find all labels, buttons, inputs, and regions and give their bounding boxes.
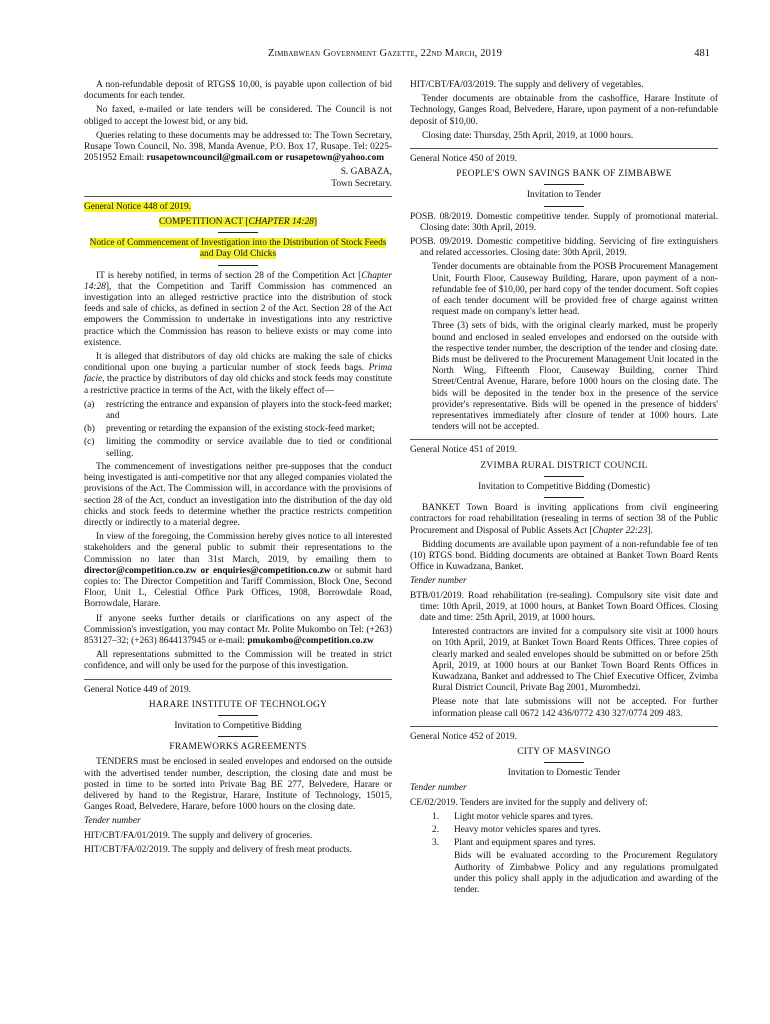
page-header (0, 48, 770, 64)
invitation-heading: Invitation to Competitive Bidding (174, 720, 302, 731)
short-rule (218, 265, 258, 266)
list-item: 2. Heavy motor vehicles spares and tyres. (432, 824, 601, 835)
paragraph: Bids will be evaluated according to the Procurement Regulatory Authority of Zimbabwe Policy and any regulations promulgated under this policy shall apply in the adjudication and awarding of the tender. (454, 851, 718, 895)
invitation-heading: Invitation to Competitive Bidding (Domestic) (478, 481, 650, 492)
general-notice-number: General Notice 449 of 2019. (84, 684, 191, 695)
invitation-heading: Invitation to Domestic Tender (507, 768, 621, 779)
signatory-title: Town Secretary. (331, 178, 392, 189)
list-item: 1. Light motor vehicle spares and tyres. (432, 811, 594, 822)
paragraph: Interested contractors are invited for a compulsory site visit at 1000 hours on 10th April, 2019, at Banket Town Board Rents Offices. Three copies of clearly marked and sealed envelopes should be submitted on or before 25th April, 2019, at 1000 hours at our Banket Town Board Rents Offices in Kuwadzana, Banket and addressed to The Chief Executive Officer, Zvimba Rural District Council, Private Bag 2001, Murombedzi. (432, 627, 718, 694)
tender-number-label: Tender number (410, 783, 467, 794)
short-rule (544, 762, 584, 763)
divider (84, 196, 392, 197)
list-item: (a) restricting the entrance and expansion of players into the stock-feed market; and (84, 399, 392, 422)
paragraph: All representations submitted to the Commission will be treated in strict confidence, and will only be used for the purpose of this investigation. (84, 650, 392, 672)
tender-entry: CE/02/2019. Tenders are invited for the supply and delivery of: (410, 797, 648, 808)
tender-entry: BTB/01/2019. Road rehabilitation (re-sealing). Compulsory site visit date and time: 10th April, 2019, at 1000 hours, at Banket Town Board Offices. Closing date and time: 25th April, 2019, at 1000 hours. (410, 590, 718, 623)
closing-date: Closing date: Thursday, 25th April, 2019, at 1000 hours. (422, 130, 634, 141)
gazette-title: Zimbabwean Government Gazette, 22nd March, 2019 (267, 48, 503, 59)
notice-title: Notice of Commencement of Investigation into the Distribution of Stock Feeds and Day Old Chicks (89, 238, 387, 260)
paragraph: TENDERS must be enclosed in sealed envelopes and endorsed on the outside with the advertised tender number, description, the closing date and must be posted in time to be sorted into Private Bag BE 277, Belvedere, Harare or delivered by hand to the Registrar, Harare, Institute of Technology, 15015, Ganges Road, Belvedere, Harare, before 1000 hours on the closing date. (84, 757, 392, 813)
general-notice-number: General Notice 450 of 2019. (410, 154, 517, 165)
page-number: 481 (694, 48, 710, 59)
paragraph: BANKET Town Board is inviting applications from civil engineering contractors for road rehabilitation (resealing in terms of section 38 of the Public Procurement and Disposal of Public Assets Act [Chapter 22:23]. (410, 503, 718, 536)
divider (84, 679, 392, 680)
tender-entry: HIT/CBT/FA/01/2019. The supply and delivery of groceries. (84, 830, 313, 841)
tender-number-label: Tender number (84, 816, 141, 827)
divider (410, 148, 718, 149)
paragraph: Tender documents are obtainable from the cashoffice, Harare Institute of Technology, Ganges Road, Belvedere, Harare, upon payment of a non-refundable deposit of $10,00. (410, 94, 718, 127)
list-item: 3. Plant and equipment spares and tyres. (432, 838, 596, 849)
short-rule (218, 736, 258, 737)
paragraph: The commencement of investigations neither pre-supposes that the conduct being investigated is anti-competitive nor that any alleged companies violated the provisions of the Act. The Commission will, in accordance with the provisions of section 28 of the Act, conduct an investigation into the distribution of the day old chicks and stock feeds to determine whether the practice restricts competition directly or indirectly to a material degree. (84, 461, 392, 528)
tender-entry: HIT/CBT/FA/03/2019. The supply and delivery of vegetables. (410, 80, 644, 90)
list-item: (c) limiting the commodity or service available due to tied or conditional selling. (84, 437, 392, 459)
paragraph: IT is hereby notified, in terms of section 28 of the Competition Act [Chapter 14:28], that the Competition and Tariff Commission has commenced an investigation into an alleged restrictive practice into the distribution of stock feeds and sale of chicks, as defined in section 2 of the Act. Section 28 of the Act empowers the Commission to undertake in investigations into any restrictive practice which the Commission has reason to believe exists or may come into existence. (84, 270, 392, 348)
paragraph: Please note that late submissions will not be accepted. For further information please call 0672 142 436/0772 430 327/0774 209 483. (432, 697, 718, 719)
paragraph: Three (3) sets of bids, with the original clearly marked, must be properly bound and enclosed in sealed envelopes and endorsed on the outside with the respective tender number, the description of the tender and closing date. Bids must be delivered to the Procurement Management Unit located in the North Wing, Fifteenth Floor, Causeway Building, corner Third Street/Central Avenue, Harare, before 1000 hours on the closing date. The bids will be deposited in the tender box in the presence of the service provider's representative. Bids will be opened in the presence of bidders' representatives immediately after closure of tender at 1000 hours. Late tenders will not be accepted. (432, 321, 718, 433)
divider (410, 439, 718, 440)
general-notice-number: General Notice 452 of 2019. (410, 731, 517, 742)
short-rule (544, 476, 584, 477)
organisation-heading: HARARE INSTITUTE OF TECHNOLOGY (148, 699, 328, 710)
paragraph: If anyone seeks further details or clarifications on any aspect of the Commission's investigation, you may contact Mr. Polite Mukombo on Tel: (+263) 853127–32; (+263) 8644137945 or e-mail: pmukombo@competition.co.zw (84, 613, 392, 646)
tender-entry: POSB. 08/2019. Domestic competitive tender. Supply of promotional material. Closing date: 30th April, 2019. (410, 211, 718, 233)
general-notice-number: General Notice 451 of 2019. (410, 445, 517, 456)
short-rule (544, 497, 584, 498)
signatory-name: S. GABAZA, (340, 167, 392, 178)
short-rule (218, 715, 258, 716)
organisation-heading: CITY OF MASVINGO (517, 746, 611, 757)
right-column (410, 80, 718, 899)
paragraph: Bidding documents are available upon payment of a non-refundable fee of ten (10) RTGS bond. Bidding documents are obtained at Banket Town Board Rents Office in Kuwadzana, Banket. (410, 539, 718, 573)
organisation-heading: ZVIMBA RURAL DISTRICT COUNCIL (480, 460, 648, 471)
invitation-heading: Invitation to Tender (526, 190, 602, 201)
paragraph: No faxed, e-mailed or late tenders will be considered. The Council is not obliged to accept the lowest bid, or any bid. (84, 105, 392, 127)
divider (410, 726, 718, 727)
paragraph (84, 131, 392, 165)
tender-entry: POSB. 09/2019. Domestic competitive bidding. Servicing of fire extinguishers and related accessories. Closing date: 30th April, 2019. (410, 237, 718, 259)
email-link[interactable]: rusapetowncouncil@gmail.com or rusapetown@yahoo.com (146, 153, 385, 164)
left-column (84, 80, 392, 859)
act-heading: COMPETITION ACT [CHAPTER 14:28] (159, 217, 317, 228)
short-rule (544, 206, 584, 207)
paragraph: A non-refundable deposit of RTGS$ 10,00, is payable upon collection of bid documents for each tender. (84, 80, 392, 102)
paragraph: In view of the foregoing, the Commission hereby gives notice to all interested stakeholders and the general public to submit their representations to the Commission no later than 31st March, 2019, by emailing them to director@competition.co.zw or enquiries@competition.co.zw or submit hard copies to: The Director Competition and Tariff Commission, Block One, Second Floor, Unit L, Celestial Office Park Offices, 1908, Borrowdale Road, Borrowdale, Harare. (84, 532, 392, 610)
section-heading: FRAMEWORKS AGREEMENTS (169, 742, 307, 753)
paragraph: Tender documents are obtainable from the POSB Procurement Management Unit, Fourth Floor, Causeway Building, Harare, upon payment of a non-refundable fee of $10,00, per hard copy of the tender document. Soft copies of each tender document will be provided free of charge against written request made on company's letter head. (432, 262, 718, 318)
general-notice-number: General Notice 448 of 2019. (84, 201, 191, 212)
paragraph-text: Queries relating to these documents may be addressed to: The Town Secretary, Rusape Town Council, No. 398, Manda Avenue, P.O. Box 17, Rusape. Tel: 0225-2051952 Email: (84, 130, 392, 164)
paragraph: It is alleged that distributors of day old chicks are making the sale of chicks conditional upon one buying a particular number of stock feeds bags. Prima facie, the practice by distributors of day old chicks and stock feeds may constitute a restrictive practice in terms of the Act, with the likely effect of— (84, 352, 392, 396)
tender-entry: HIT/CBT/FA/02/2019. The supply and delivery of fresh meat products. (84, 844, 352, 855)
organisation-heading: PEOPLE'S OWN SAVINGS BANK OF ZIMBABWE (456, 169, 672, 180)
tender-number-label: Tender number (410, 576, 467, 587)
list-item: (b) preventing or retarding the expansion of the existing stock-feed market; (84, 424, 375, 435)
email-link[interactable]: director@competition.co.zw or enquiries@competition.co.zw (84, 565, 331, 576)
email-link[interactable]: pmukombo@competition.co.zw (247, 635, 374, 646)
short-rule (544, 184, 584, 185)
short-rule (218, 232, 258, 233)
